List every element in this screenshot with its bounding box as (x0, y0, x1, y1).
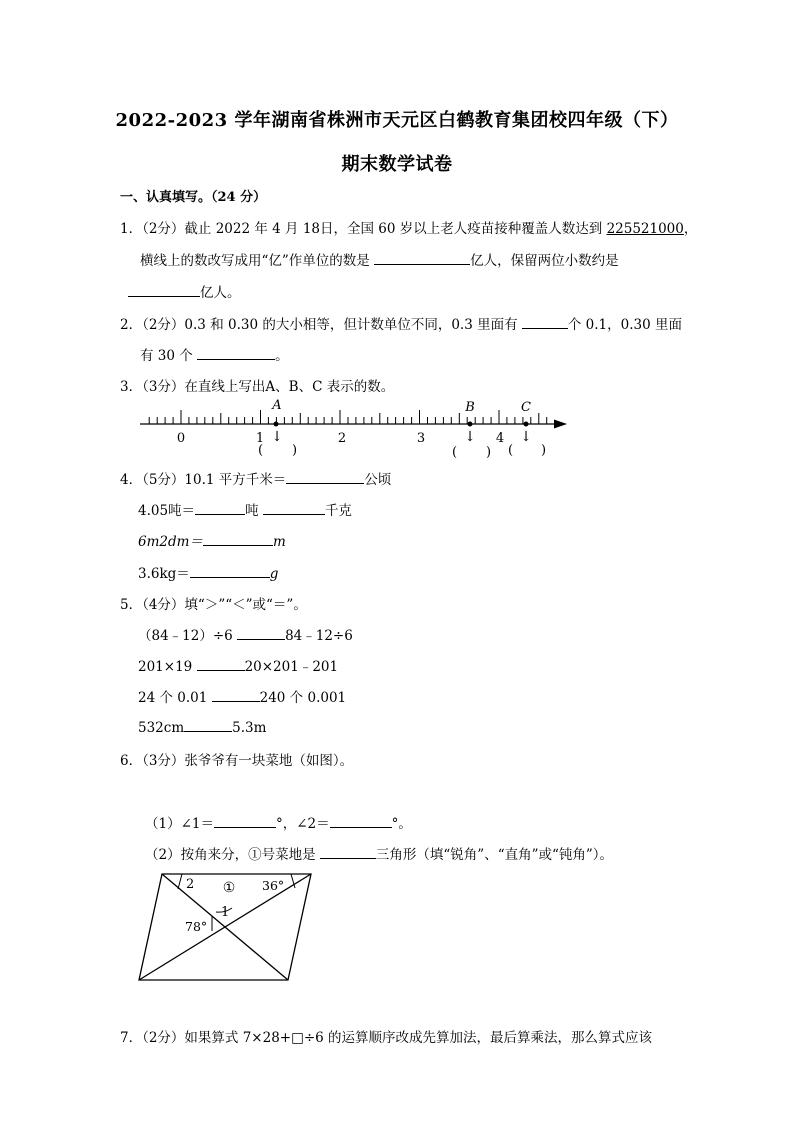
q1-text-d: 亿人，保留两位小数约是 (470, 253, 619, 269)
q6-blank-2[interactable] (330, 813, 392, 828)
answer-B-lparen: ( (452, 445, 458, 460)
arrow-B: ↓ (464, 429, 476, 445)
q5-blank-4[interactable] (184, 717, 232, 732)
q4-c1: 6m2dm＝ (138, 534, 203, 550)
q6-sub1 (145, 812, 412, 832)
arrow-A: ↓ (271, 429, 283, 445)
q6-blank-1[interactable] (214, 813, 276, 828)
exam-title-line1: 2022-2023 学年湖南省株洲市天元区白鹤教育集团校四年级（下） (115, 110, 679, 131)
point-A (274, 422, 279, 427)
q4-b2: 吨 (245, 503, 263, 519)
q5-row2 (138, 655, 338, 675)
q4-line2 (138, 499, 352, 519)
q5-blank-2[interactable] (197, 656, 245, 671)
q2-text-d: 。 (275, 348, 289, 364)
q6-s2a: （2）按角来分，①号菜地是 (145, 847, 320, 863)
point-B-label: B (465, 400, 475, 415)
answer-A-lparen: ( (258, 443, 264, 458)
vegetable-plot-figure (139, 874, 311, 980)
q4-a1: 4．（5分）10.1 平方千米＝ (120, 472, 287, 488)
q4-a2: 公顷 (364, 472, 392, 488)
q4-blank-1[interactable] (286, 469, 364, 484)
q5-row3 (138, 686, 346, 706)
tick-label-0: 0 (176, 431, 186, 446)
q5-r2a: 201×19 (138, 659, 197, 675)
q4-line1 (120, 468, 391, 488)
q3-text: 3．（3分）在直线上写出A、B、C 表示的数。 (120, 379, 395, 395)
answer-A-rparen: ) (292, 443, 298, 458)
q5-row1 (138, 624, 353, 644)
q7-line1: 7．（2分）如果算式 7×28+□÷6 的运算顺序改成先算加法，最后算乘法，那么算式应该 (120, 1030, 653, 1046)
point-C (524, 422, 529, 427)
angle-78-label: 78° (185, 919, 208, 934)
q4-b1: 4.05吨＝ (138, 503, 196, 519)
answer-C-rparen: ) (541, 443, 547, 458)
tick-label-1: 1 (255, 431, 265, 446)
q6-s2b: 三角形（填“锐角”、“直角”或“钝角”）。 (375, 847, 614, 863)
q5-r3b: 240 个 0.001 (259, 690, 347, 706)
q2-text-a: 2．（2分）0.3 和 0.30 的大小相等，但计数单位不同，0.3 里面有 (120, 317, 522, 333)
q5-r3a: 24 个 0.01 (138, 690, 212, 706)
q5-blank-1[interactable] (237, 625, 285, 640)
q6-head: 6．（3分）张爷爷有一块菜地（如图）。 (120, 753, 354, 769)
q4-blank-3[interactable] (263, 500, 325, 515)
q6-sub2 (145, 843, 613, 863)
q4-line4 (138, 562, 278, 582)
q4-b3: 千克 (324, 503, 352, 519)
tick-label-2: 2 (337, 431, 347, 446)
region-1-label: ① (222, 880, 236, 896)
q1-text-b: ， (683, 221, 698, 237)
q5-r1b: 84﹣12÷6 (285, 628, 353, 644)
tick-label-3: 3 (416, 431, 426, 446)
q6-s1c: °。 (391, 816, 412, 832)
q6-s1a: （1）∠1＝ (145, 816, 214, 832)
exam-title-line2: 期末数学试卷 (341, 154, 453, 175)
angle-2-mark (178, 874, 182, 889)
q4-blank-4[interactable] (203, 531, 273, 546)
q1-text-c: 横线上的数改写成用“亿”作单位的数是 (140, 253, 375, 269)
angle-2-label: 2 (186, 877, 195, 892)
q2-text-b: 个 0.1，0.30 里面 (567, 317, 683, 333)
answer-C-lparen: ( (508, 443, 514, 458)
q4-d2: g (269, 566, 279, 582)
q5-r4a: 532cm (138, 720, 185, 736)
q4-blank-5[interactable] (190, 563, 270, 578)
number-line-ticks (149, 410, 547, 424)
q2-text-c: 有 30 个 (140, 348, 198, 364)
q1-text-a: 1．（2分）截止 2022 年 4 月 18日，全国 60 岁以上老人疫苗接种覆盖人数达到 (120, 221, 607, 237)
section-heading: 一、认真填写。（24 分） (120, 190, 267, 205)
q4-c2: m (272, 534, 286, 550)
q5-r4b: 5.3m (232, 720, 267, 736)
angle-1-label: 1 (221, 905, 230, 920)
q5-blank-3[interactable] (212, 687, 260, 702)
q1-text-e: 亿人。 (200, 285, 241, 301)
q5-row4 (138, 717, 266, 736)
q5-r2b: 20×201﹣201 (244, 659, 339, 675)
answer-B-rparen: ) (486, 445, 492, 460)
q4-blank-2[interactable] (195, 500, 245, 515)
angle-36-label: 36° (262, 878, 285, 893)
point-B (468, 422, 473, 427)
q1-number: 225521000 (606, 221, 684, 237)
q4-d1: 3.6kg＝ (138, 566, 190, 582)
arrow-C: ↓ (520, 429, 532, 445)
q4-line3 (138, 530, 286, 550)
tick-label-4: 4 (495, 431, 505, 446)
q5-r1a: （84﹣12）÷6 (138, 628, 238, 644)
point-A-label: A (272, 398, 282, 413)
q6-blank-3[interactable] (320, 844, 376, 859)
number-line-arrowhead (554, 420, 567, 429)
point-C-label: C (521, 400, 531, 415)
q5-head: 5．（4分）填“＞”“＜”或“＝”。 (120, 597, 307, 613)
q6-s1b: °，∠2＝ (276, 816, 330, 832)
